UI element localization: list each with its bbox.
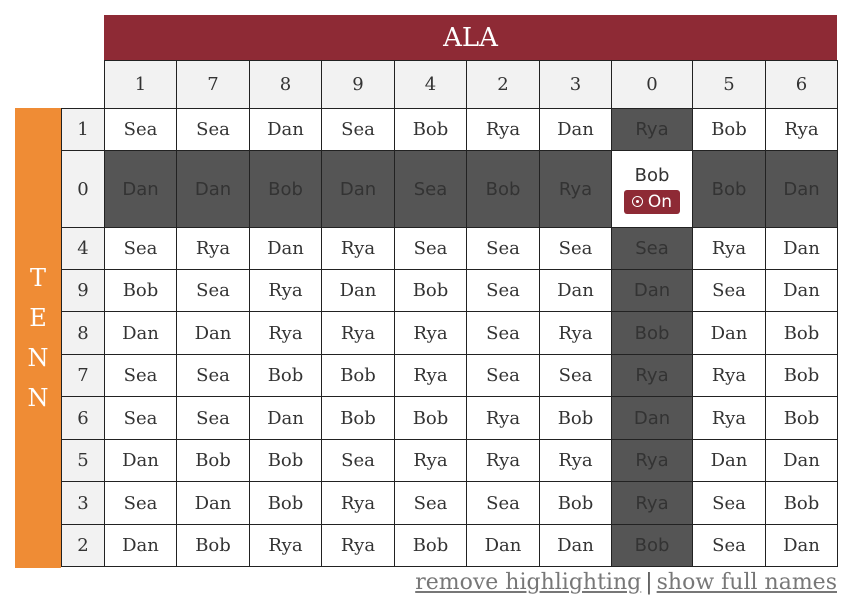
grid-cell[interactable]: Dan [105, 525, 177, 567]
row-header-8: 8 [62, 312, 105, 355]
grid-cell[interactable]: Rya [177, 228, 250, 270]
grid-cell[interactable]: Dan [540, 525, 612, 567]
grid-cell[interactable]: Sea [612, 228, 693, 270]
grid-cell[interactable]: Rya [766, 109, 838, 151]
row-header-3: 3 [62, 482, 105, 525]
grid-cell[interactable]: Bob [322, 397, 395, 440]
grid-cell[interactable]: Rya [250, 525, 322, 567]
remove-highlighting-link[interactable]: remove highlighting [415, 570, 642, 595]
grid-cell[interactable]: Rya [693, 355, 766, 397]
grid-cell[interactable]: Sea [105, 482, 177, 525]
grid-cell[interactable]: Sea [322, 440, 395, 482]
on-badge-label: On [647, 191, 673, 212]
row-axis-title-letter: E [29, 304, 47, 332]
grid-cell[interactable]: Bob [395, 525, 467, 567]
grid-cell[interactable]: Bob [766, 312, 838, 355]
grid-cell[interactable]: Bob [467, 151, 540, 228]
row-header-5: 5 [62, 440, 105, 482]
grid-cell[interactable]: Rya [612, 440, 693, 482]
row-axis-title-letters [28, 258, 49, 418]
grid-cell[interactable]: Sea [693, 270, 766, 312]
score-grid [61, 60, 838, 567]
grid-cell[interactable]: Rya [322, 525, 395, 567]
column-header-0: 0 [612, 61, 693, 109]
grid-cell[interactable]: Sea [177, 355, 250, 397]
row-header-4: 4 [62, 228, 105, 270]
grid-cell[interactable]: Sea [395, 151, 467, 228]
column-header-9: 9 [322, 61, 395, 109]
column-axis-title: ALA [104, 15, 837, 60]
grid-cell[interactable]: Dan [766, 151, 838, 228]
grid-cell[interactable]: Rya [467, 109, 540, 151]
table-row [62, 525, 838, 567]
grid-cell[interactable]: Sea [540, 228, 612, 270]
row-header-7: 7 [62, 355, 105, 397]
grid-cell[interactable]: Rya [250, 270, 322, 312]
grid-cell[interactable]: Bob [612, 312, 693, 355]
column-header-3: 3 [540, 61, 612, 109]
column-header-2: 2 [467, 61, 540, 109]
grid-cell[interactable]: Rya [322, 228, 395, 270]
grid-cell[interactable]: Dan [250, 109, 322, 151]
column-header-5: 5 [693, 61, 766, 109]
grid-cell[interactable]: Dan [105, 151, 177, 228]
grid-cell[interactable]: Dan [766, 228, 838, 270]
grid-cell[interactable]: Dan [540, 270, 612, 312]
grid-cell[interactable]: Sea [105, 397, 177, 440]
grid-cell[interactable]: Sea [467, 355, 540, 397]
grid-cell[interactable]: Sea [467, 482, 540, 525]
grid-cell[interactable]: Rya [395, 312, 467, 355]
selected-cell-value: Bob [634, 164, 670, 186]
grid-cell[interactable]: Bob [250, 355, 322, 397]
grid-cell[interactable]: Dan [322, 151, 395, 228]
grid-cell[interactable]: Bob [540, 397, 612, 440]
grid-cell[interactable]: Dan [250, 228, 322, 270]
grid-cell[interactable]: Sea [105, 355, 177, 397]
column-header-8: 8 [250, 61, 322, 109]
grid-cell[interactable]: Rya [250, 312, 322, 355]
grid-cell[interactable]: Dan [766, 525, 838, 567]
grid-cell[interactable]: Rya [467, 397, 540, 440]
column-header-7: 7 [177, 61, 250, 109]
grid-cell[interactable]: Rya [395, 355, 467, 397]
selected-cell-content [612, 165, 692, 214]
grid-cell[interactable]: Bob [612, 525, 693, 567]
grid-cell[interactable]: Sea [395, 228, 467, 270]
table-row [62, 151, 838, 228]
grid-cell[interactable]: Dan [250, 397, 322, 440]
column-header-1: 1 [105, 61, 177, 109]
grid-cell[interactable]: Rya [467, 440, 540, 482]
target-icon [632, 196, 643, 207]
grid-cell[interactable]: Bob [322, 355, 395, 397]
grid-cell[interactable]: Rya [612, 482, 693, 525]
grid-cell[interactable]: Rya [540, 440, 612, 482]
row-header-9: 9 [62, 270, 105, 312]
on-badge[interactable] [624, 190, 680, 214]
grid-cell[interactable]: Dan [693, 312, 766, 355]
grid-cell[interactable]: Dan [177, 151, 250, 228]
grid-cell[interactable]: Bob [250, 440, 322, 482]
row-header-6: 6 [62, 397, 105, 440]
grid-cell[interactable]: Sea [177, 109, 250, 151]
grid-cell[interactable]: Rya [540, 151, 612, 228]
grid-cell[interactable]: Sea [177, 397, 250, 440]
grid-corner [62, 61, 105, 109]
grid-cell[interactable]: Rya [540, 312, 612, 355]
grid-cell[interactable]: Rya [395, 440, 467, 482]
grid-cell[interactable]: Bob [766, 355, 838, 397]
grid-cell[interactable]: Sea [467, 228, 540, 270]
grid-cell[interactable]: Bob [250, 482, 322, 525]
grid-cell[interactable]: Dan [105, 440, 177, 482]
grid-cell[interactable]: Sea [540, 355, 612, 397]
grid-cell[interactable]: Bob [177, 525, 250, 567]
column-header-row [62, 61, 838, 109]
grid-cell[interactable]: Bob [766, 397, 838, 440]
grid-cell[interactable]: Sea [693, 525, 766, 567]
grid-cell[interactable]: Bob [105, 270, 177, 312]
grid-cell[interactable]: Dan [540, 109, 612, 151]
grid-cell[interactable]: Sea [105, 109, 177, 151]
grid-cell[interactable]: Sea [105, 228, 177, 270]
footer-links [415, 570, 837, 595]
grid-cell[interactable]: Rya [612, 355, 693, 397]
table-row [62, 397, 838, 440]
grid-cell[interactable]: Bob [693, 109, 766, 151]
row-axis-title-letter: N [27, 344, 49, 372]
table-row [62, 270, 838, 312]
selected-cell[interactable] [612, 151, 693, 228]
grid-cell[interactable]: Dan [693, 440, 766, 482]
grid-cell[interactable]: Dan [105, 312, 177, 355]
grid-cell[interactable]: Dan [766, 270, 838, 312]
grid-cell[interactable]: Rya [322, 312, 395, 355]
grid-cell[interactable]: Bob [250, 151, 322, 228]
grid-cell[interactable]: Dan [322, 270, 395, 312]
table-row [62, 109, 838, 151]
grid-cell[interactable]: Rya [693, 397, 766, 440]
row-axis-title-letter: N [27, 384, 49, 412]
grid-cell[interactable]: Bob [395, 397, 467, 440]
grid-cell[interactable]: Dan [467, 525, 540, 567]
grid-cell[interactable]: Dan [177, 482, 250, 525]
grid-cell[interactable]: Dan [766, 440, 838, 482]
row-axis-title-letter: T [29, 264, 46, 292]
grid-cell[interactable]: Dan [612, 397, 693, 440]
grid-cell[interactable]: Bob [540, 482, 612, 525]
column-header-6: 6 [766, 61, 838, 109]
table-row [62, 482, 838, 525]
row-axis-title [15, 108, 61, 568]
grid-cell[interactable]: Bob [766, 482, 838, 525]
grid-cell[interactable]: Bob [177, 440, 250, 482]
grid-cell[interactable]: Rya [322, 482, 395, 525]
grid-cell[interactable]: Sea [322, 109, 395, 151]
link-separator: | [645, 570, 653, 595]
table-row [62, 228, 838, 270]
grid-cell[interactable]: Bob [395, 109, 467, 151]
table-row [62, 355, 838, 397]
row-header-2: 2 [62, 525, 105, 567]
grid-cell[interactable]: Dan [612, 270, 693, 312]
row-header-0: 0 [62, 151, 105, 228]
grid-cell[interactable]: Sea [693, 482, 766, 525]
grid-cell[interactable]: Sea [395, 482, 467, 525]
grid-cell[interactable]: Sea [177, 270, 250, 312]
table-row [62, 440, 838, 482]
grid-cell[interactable]: Bob [693, 151, 766, 228]
grid-cell[interactable]: Bob [395, 270, 467, 312]
row-header-1: 1 [62, 109, 105, 151]
grid-cell[interactable]: Sea [467, 270, 540, 312]
show-full-names-link[interactable]: show full names [656, 570, 837, 595]
grid-cell[interactable]: Dan [177, 312, 250, 355]
column-header-4: 4 [395, 61, 467, 109]
table-row [62, 312, 838, 355]
grid-cell[interactable]: Rya [612, 109, 693, 151]
grid-cell[interactable]: Sea [467, 312, 540, 355]
grid-cell[interactable]: Rya [693, 228, 766, 270]
